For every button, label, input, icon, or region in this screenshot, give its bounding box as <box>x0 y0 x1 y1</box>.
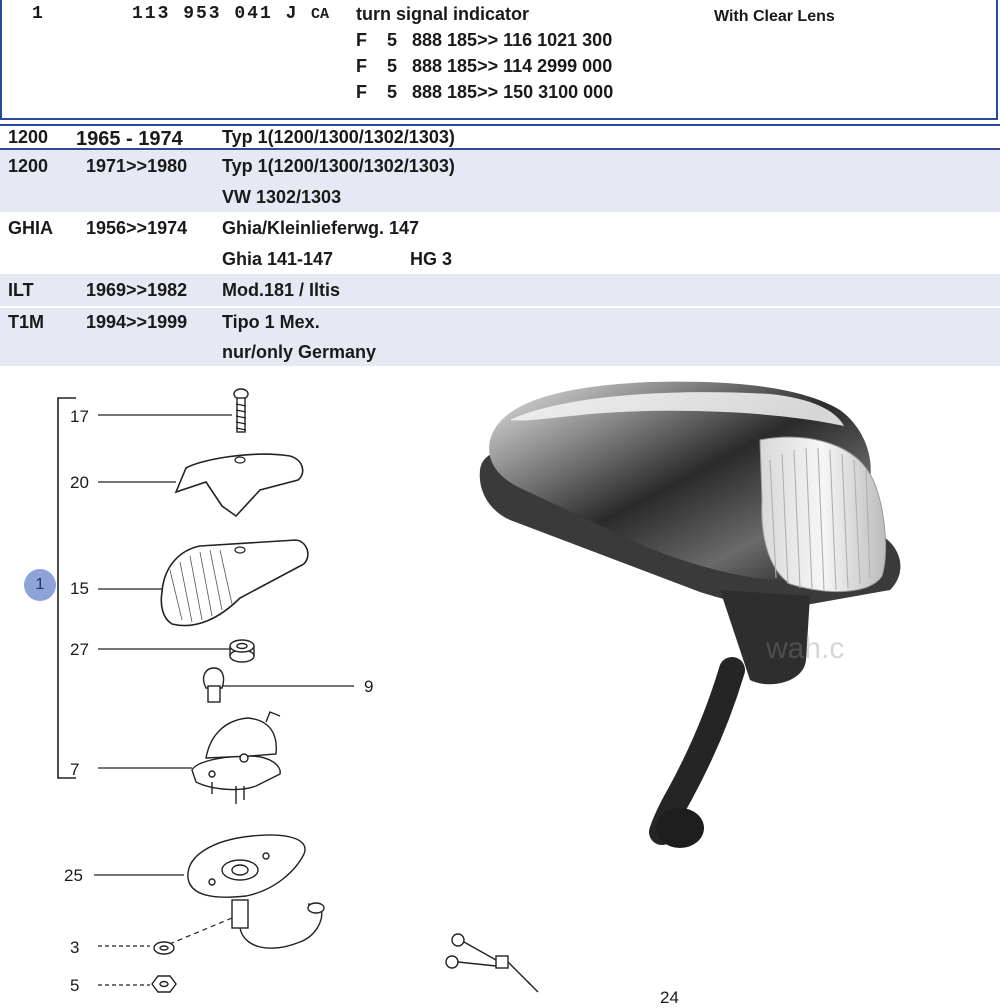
washer-part <box>154 942 174 954</box>
callout-15: 15 <box>70 579 89 598</box>
part-note: With Clear Lens <box>714 8 835 25</box>
product-photo <box>470 370 1000 870</box>
base-part <box>188 835 324 948</box>
position-badge[interactable]: 1 <box>24 569 56 601</box>
screw-part <box>234 389 248 432</box>
table-row[interactable]: GHIA 1956>>1974 Ghia/Kleinlieferwg. 147 Ghia 141-147 HG 3 <box>8 218 453 269</box>
callout-17: 17 <box>70 407 89 426</box>
bulb-part <box>204 668 224 702</box>
callout-27: 27 <box>70 640 89 659</box>
table-row[interactable]: T1M 1994>>1999 Tipo 1 Mex. nur/only Germany <box>0 306 1000 366</box>
wire-connector-diagram <box>440 930 560 1000</box>
callout-7: 7 <box>70 760 80 779</box>
table-row[interactable]: ILT 1969>>1982 Mod.181 / Iltis <box>0 274 1000 306</box>
nut-part <box>152 976 176 992</box>
callout-3: 3 <box>70 938 80 957</box>
callout-9: 9 <box>364 677 374 696</box>
part-number[interactable]: 113 953 041 J <box>132 4 299 24</box>
callout-24: 24 <box>660 988 679 1007</box>
table-row-selected[interactable]: 1200 1965 - 1974 Typ 1(1200/1300/1302/1303) <box>0 124 1000 150</box>
callout-20: 20 <box>70 473 89 492</box>
lens-part <box>161 540 308 626</box>
photo-watermark: wah.c <box>766 632 845 665</box>
part-header: 1 113 953 041 J CA turn signal indicator With Clear Lens F 5 888 185>> 116 1021 300 F 5 888 185>> 114 2999 000 F 5 888 185>> 150 3100 000 <box>0 0 998 120</box>
callout-25: 25 <box>64 866 83 885</box>
exploded-diagram <box>0 370 440 1000</box>
callout-5: 5 <box>70 976 80 995</box>
part-position: 1 <box>32 4 43 24</box>
part-description: turn signal indicator <box>356 4 530 24</box>
table-row[interactable]: 1200 1971>>1980 Typ 1(1200/1300/1302/1303) VW 1302/1303 <box>0 150 1000 212</box>
part-suffix: CA <box>311 6 330 23</box>
socket-part <box>192 712 280 804</box>
grommet-part <box>230 640 254 662</box>
